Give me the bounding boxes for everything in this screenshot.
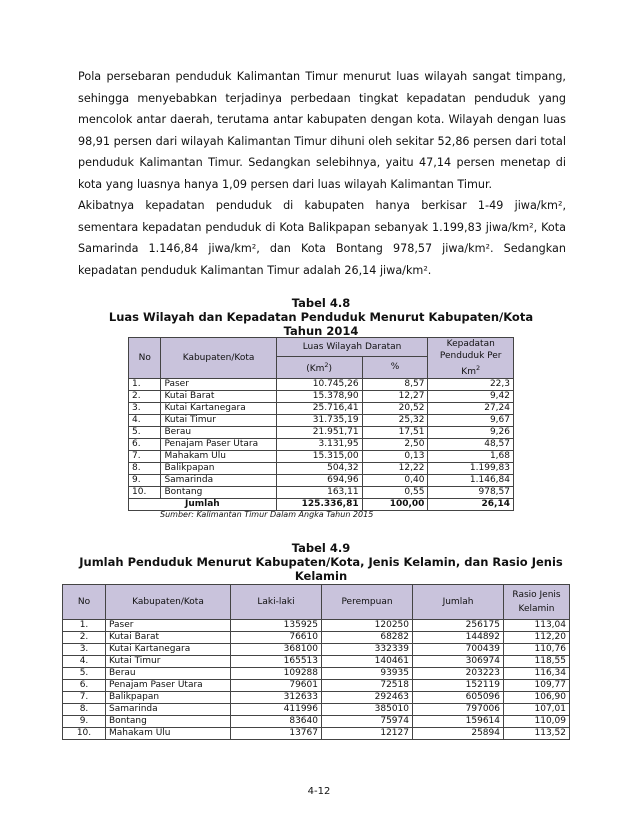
t1-cell-pct: 25,32: [362, 415, 428, 427]
t2-cell-total: 605096: [413, 692, 504, 704]
t1-cell-density: 1.146,84: [428, 475, 514, 487]
t1-cell-area: 21.951,71: [276, 427, 362, 439]
t2-cell-total: 797006: [413, 704, 504, 716]
t1-cell-pct: 20,52: [362, 403, 428, 415]
t1-cell-name: Kutai Barat: [161, 391, 276, 403]
t1-cell-pct: 0,55: [362, 487, 428, 499]
t1-cell-density: 9,67: [428, 415, 514, 427]
table-row: [129, 451, 514, 463]
t1-cell-area: 10.745,26: [276, 379, 362, 391]
t2-cell-no: 8.: [63, 704, 106, 716]
t1-header-kepadatan-l3: Km: [461, 367, 476, 377]
t1-cell-area: 163,11: [276, 487, 362, 499]
t2-cell-no: 4.: [63, 656, 106, 668]
page-number: 4-12: [307, 786, 331, 797]
table1-caption: [60, 296, 582, 338]
table1-title-line2: Tahun 2014: [283, 324, 359, 338]
t2-cell-male: 13767: [231, 728, 322, 740]
t1-total-density: 26,14: [428, 499, 514, 511]
t1-cell-name: Berau: [161, 427, 276, 439]
table2-label: Tabel 4.9: [291, 541, 351, 555]
table-row: [63, 656, 570, 668]
t1-cell-no: 1.: [129, 379, 161, 391]
table-row: [63, 620, 570, 632]
t2-cell-name: Kutai Timur: [106, 656, 231, 668]
t2-cell-total: 203223: [413, 668, 504, 680]
t1-cell-density: 27,24: [428, 403, 514, 415]
t2-cell-ratio: 113,52: [504, 728, 570, 740]
table-row: [129, 415, 514, 427]
t2-cell-total: 152119: [413, 680, 504, 692]
t1-header-km2-text: (Km: [306, 364, 325, 375]
t2-header-kabupaten: Kabupaten/Kota: [106, 585, 231, 620]
t2-cell-no: 9.: [63, 716, 106, 728]
t1-total-label: Jumlah: [129, 499, 277, 511]
t1-cell-area: 15.378,90: [276, 391, 362, 403]
t1-cell-density: 978,57: [428, 487, 514, 499]
t2-cell-male: 83640: [231, 716, 322, 728]
table-row: [63, 632, 570, 644]
t2-cell-male: 79601: [231, 680, 322, 692]
t2-cell-no: 3.: [63, 644, 106, 656]
t1-total-area: 125.336,81: [276, 499, 362, 511]
t2-cell-female: 332339: [322, 644, 413, 656]
t2-cell-ratio: 118,55: [504, 656, 570, 668]
t2-cell-ratio: 109,77: [504, 680, 570, 692]
t1-header-luas: Luas Wilayah Daratan: [276, 338, 428, 357]
t2-cell-ratio: 107,01: [504, 704, 570, 716]
t2-cell-male: 135925: [231, 620, 322, 632]
t2-cell-male: 411996: [231, 704, 322, 716]
t2-header-rasio: [504, 585, 570, 620]
t2-cell-ratio: 112,20: [504, 632, 570, 644]
t1-cell-pct: 0,13: [362, 451, 428, 463]
t1-cell-pct: 17,51: [362, 427, 428, 439]
t1-cell-area: 694,96: [276, 475, 362, 487]
t1-cell-name: Kutai Timur: [161, 415, 276, 427]
t1-cell-area: 31.735,19: [276, 415, 362, 427]
t1-cell-area: 3.131,95: [276, 439, 362, 451]
t1-cell-no: 8.: [129, 463, 161, 475]
paragraph-1: Pola persebaran penduduk Kalimantan Timur menurut luas wilayah sangat timpang, sehingga menyebabkan terjadinya perbedaan tingkat kepadatan penduduk yang mencolok antar daerah, terutama antar kabupaten dengan kota. Wilayah dengan luas 98,91 persen dari wilayah Kalimantan Timur dihuni oleh sekitar 52,86 persen dari total penduduk Kalimantan Timur. Sedangkan selebihnya, yaitu 47,14 persen menetap di kota yang luasnya hanya 1,09 persen dari luas wilayah Kalimantan Timur.: [78, 70, 566, 191]
t1-header-km2: [276, 357, 362, 379]
t2-cell-female: 120250: [322, 620, 413, 632]
table-row: [129, 403, 514, 415]
t1-cell-name: Mahakam Ulu: [161, 451, 276, 463]
table-row: [129, 463, 514, 475]
t1-cell-pct: 8,57: [362, 379, 428, 391]
t2-cell-total: 306974: [413, 656, 504, 668]
t1-header-kepadatan-l2: Penduduk Per: [439, 351, 502, 361]
t2-header-laki: Laki-laki: [231, 585, 322, 620]
t2-cell-female: 93935: [322, 668, 413, 680]
t2-cell-total: 256175: [413, 620, 504, 632]
t1-header-km2-sup: 2: [324, 361, 329, 370]
t1-cell-no: 9.: [129, 475, 161, 487]
t2-cell-name: Bontang: [106, 716, 231, 728]
table-row: [63, 644, 570, 656]
t1-cell-pct: 12,27: [362, 391, 428, 403]
t1-cell-no: 6.: [129, 439, 161, 451]
t2-cell-name: Mahakam Ulu: [106, 728, 231, 740]
t2-cell-no: 6.: [63, 680, 106, 692]
t2-cell-female: 385010: [322, 704, 413, 716]
t1-cell-name: Samarinda: [161, 475, 276, 487]
table1-title-line1: Luas Wilayah dan Kepadatan Penduduk Menurut Kabupaten/Kota: [108, 310, 534, 324]
t2-cell-no: 1.: [63, 620, 106, 632]
table-row: [63, 668, 570, 680]
t1-cell-density: 1,68: [428, 451, 514, 463]
t2-cell-ratio: 113,04: [504, 620, 570, 632]
t2-header-jumlah: Jumlah: [413, 585, 504, 620]
t2-cell-no: 7.: [63, 692, 106, 704]
t1-cell-area: 15.315,00: [276, 451, 362, 463]
t2-cell-name: Berau: [106, 668, 231, 680]
t2-header-rasio-l1: Rasio Jenis: [512, 590, 561, 600]
t1-cell-density: 9,26: [428, 427, 514, 439]
t2-cell-male: 109288: [231, 668, 322, 680]
t2-cell-ratio: 106,90: [504, 692, 570, 704]
table-row: [129, 379, 514, 391]
t1-cell-density: 1.199,83: [428, 463, 514, 475]
t1-cell-no: 3.: [129, 403, 161, 415]
table-row: [63, 704, 570, 716]
paragraph-2: Akibatnya kepadatan penduduk di kabupaten hanya berkisar 1-49 jiwa/km², sementara kepadatan penduduk di Kota Balikpapan sebanyak 1.199,83 jiwa/km², Kota Samarinda 1.146,84 jiwa/km², dan Kota Bontang 978,57 jiwa/km². Sedangkan kepadatan penduduk Kalimantan Timur adalah 26,14 jiwa/km².: [78, 199, 566, 277]
t2-cell-name: Balikpapan: [106, 692, 231, 704]
t2-cell-name: Kutai Barat: [106, 632, 231, 644]
t2-header-no: No: [63, 585, 106, 620]
table-row: [129, 475, 514, 487]
t2-cell-total: 159614: [413, 716, 504, 728]
t1-header-kepadatan: [428, 338, 514, 379]
t1-header-km2-close: ): [328, 364, 333, 375]
t1-cell-name: Kutai Kartanegara: [161, 403, 276, 415]
t2-cell-female: 72518: [322, 680, 413, 692]
table1-label: Tabel 4.8: [291, 296, 351, 310]
t2-cell-male: 368100: [231, 644, 322, 656]
t1-cell-pct: 2,50: [362, 439, 428, 451]
t1-cell-pct: 0,40: [362, 475, 428, 487]
t2-cell-female: 140461: [322, 656, 413, 668]
t2-cell-ratio: 110,09: [504, 716, 570, 728]
t1-header-percent: %: [362, 357, 428, 379]
t1-cell-no: 10.: [129, 487, 161, 499]
body-text: [78, 66, 566, 281]
t2-cell-female: 292463: [322, 692, 413, 704]
table2-title-line1: Jumlah Penduduk Menurut Kabupaten/Kota, Jenis Kelamin, dan Rasio Jenis Kelamin: [79, 555, 563, 583]
t2-header-perempuan: Perempuan: [322, 585, 413, 620]
table-row: [63, 728, 570, 740]
t2-cell-female: 75974: [322, 716, 413, 728]
t2-cell-name: Penajam Paser Utara: [106, 680, 231, 692]
t2-cell-female: 68282: [322, 632, 413, 644]
t1-cell-no: 4.: [129, 415, 161, 427]
t1-header-kepadatan-l1: Kepadatan: [446, 339, 495, 349]
table-row: [129, 439, 514, 451]
table1: [128, 337, 514, 511]
t1-cell-name: Balikpapan: [161, 463, 276, 475]
t1-cell-no: 7.: [129, 451, 161, 463]
t2-cell-total: 144892: [413, 632, 504, 644]
t1-header-kepadatan-sup: 2: [475, 364, 481, 372]
table-row: [63, 716, 570, 728]
t1-cell-density: 48,57: [428, 439, 514, 451]
table-row: [129, 487, 514, 499]
table2: [62, 584, 570, 740]
t1-header-kabupaten: Kabupaten/Kota: [161, 338, 276, 379]
t2-cell-ratio: 110,76: [504, 644, 570, 656]
t1-cell-area: 504,32: [276, 463, 362, 475]
t2-cell-total: 25894: [413, 728, 504, 740]
table-row: [129, 427, 514, 439]
t2-cell-no: 2.: [63, 632, 106, 644]
t2-cell-no: 5.: [63, 668, 106, 680]
table1-source: Sumber: Kalimantan Timur Dalam Angka Tahun 2015: [160, 510, 374, 519]
t2-cell-name: Samarinda: [106, 704, 231, 716]
table-row: [63, 692, 570, 704]
t2-cell-ratio: 116,34: [504, 668, 570, 680]
t1-cell-name: Penajam Paser Utara: [161, 439, 276, 451]
t1-header-no: No: [129, 338, 161, 379]
t2-cell-name: Paser: [106, 620, 231, 632]
t1-cell-no: 2.: [129, 391, 161, 403]
table-row: [63, 680, 570, 692]
t2-cell-female: 12127: [322, 728, 413, 740]
t2-header-rasio-l2: Kelamin: [518, 604, 555, 614]
t2-cell-total: 700439: [413, 644, 504, 656]
t1-total-pct: 100,00: [362, 499, 428, 511]
t2-cell-name: Kutai Kartanegara: [106, 644, 231, 656]
t2-cell-male: 165513: [231, 656, 322, 668]
t2-cell-male: 76610: [231, 632, 322, 644]
t1-cell-pct: 12,22: [362, 463, 428, 475]
t2-cell-male: 312633: [231, 692, 322, 704]
t1-cell-area: 25.716,41: [276, 403, 362, 415]
t1-cell-no: 5.: [129, 427, 161, 439]
t1-cell-density: 9,42: [428, 391, 514, 403]
t2-cell-no: 10.: [63, 728, 106, 740]
t1-cell-density: 22,3: [428, 379, 514, 391]
t1-cell-name: Paser: [161, 379, 276, 391]
t1-cell-name: Bontang: [161, 487, 276, 499]
table-row: [129, 391, 514, 403]
